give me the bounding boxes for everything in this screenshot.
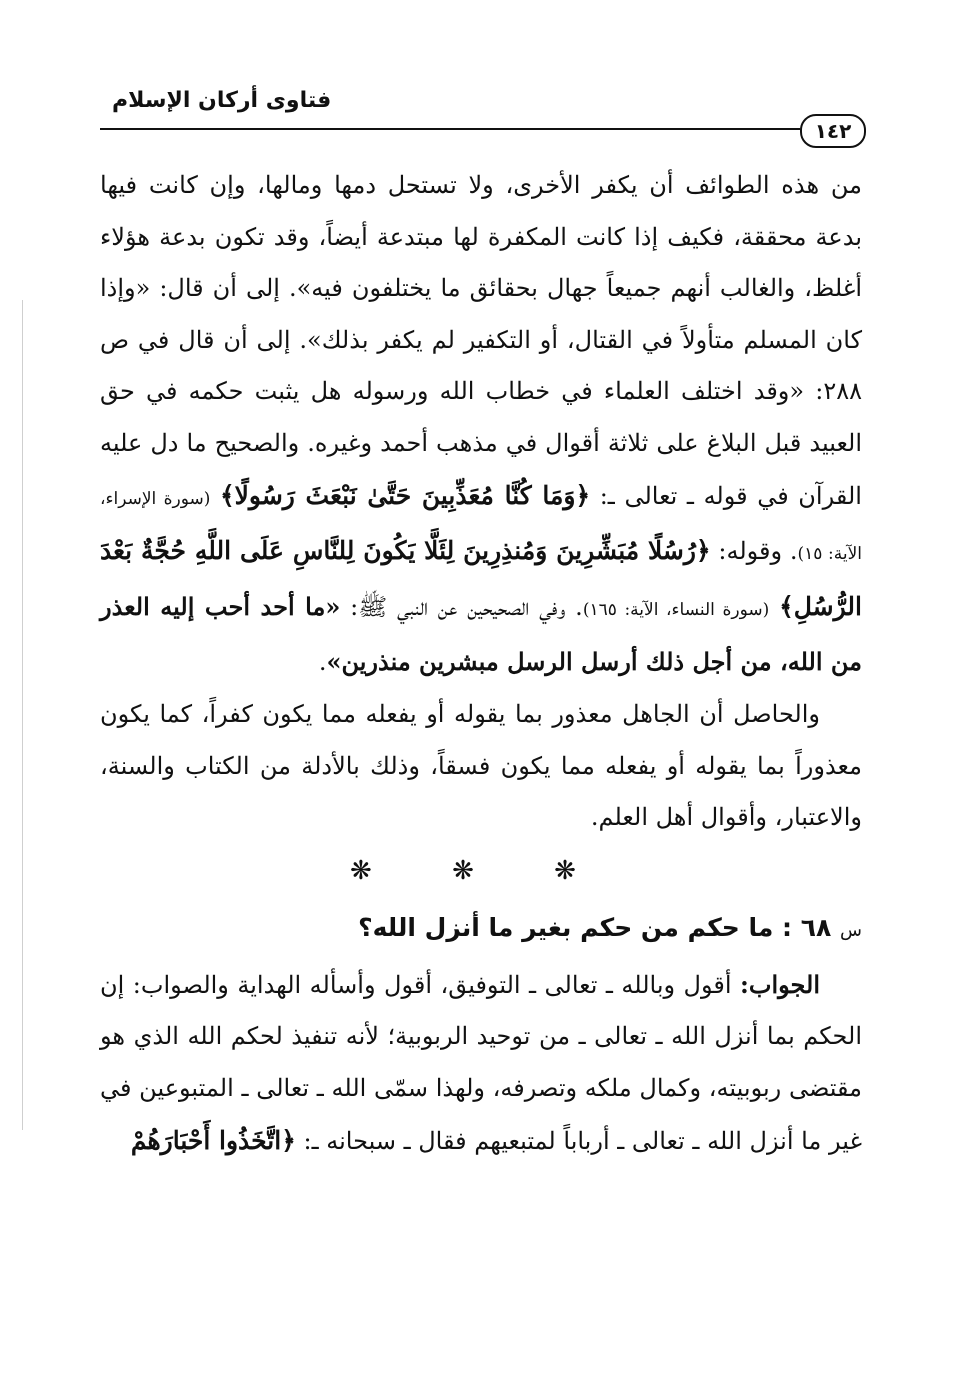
- page-number: ١٤٢: [800, 114, 866, 148]
- body-text: من هذه الطوائف أن يكفر الأخرى، ولا تستحل دمها ومالها، وإن كانت فيها بدعة محققة، فكيف إذا كانت المكفرة لها مبتدعة أيضاً، وقد تكون بدعة هؤلاء أغلظ، والغالب أنهم جميعاً جهال بحقائق ما يختلفون فيه». إلى أن قال: «وإذا كان المسلم متأولاً في القتال، أو التكفير لم يكفر بذلك». إلى أن قال في ص ٢٨٨: «وقد اختلف العلماء في خطاب الله ورسوله هل يثبت حكمه في حق العبيد قبل البلاغ على ثلاثة أقوال في مذهب أحمد وغيره. والصحيح ما دل عليه القرآن في قوله ـ تعالى ـ:: [100, 171, 863, 510]
- hadith-quote: «ما أحد أحب إليه العذر من الله، من أجل ذلك أرسل الرسل مبشرين منذرين»: [100, 591, 862, 677]
- question-number: ٦٨: [800, 912, 832, 942]
- quran-verse: ﴿اتَّخَذُوا أَحْبَارَهُمْ: [130, 1125, 296, 1155]
- body-text: .: [318, 648, 327, 677]
- page-body: [100, 160, 862, 1167]
- header-divider: [100, 128, 800, 130]
- section-separator: ❋ ❋ ❋: [350, 855, 612, 886]
- quran-verse: ﴿رُسُلًا مُبَشِّرِينَ وَمُنذِرِينَ لِئَلَّا يَكُونَ لِلنَّاسِ عَلَى اللَّهِ حُجَّةٌ بَعْدَ الرُّسُلِ﴾: [100, 536, 862, 621]
- question-marker: س: [840, 919, 862, 941]
- verse-reference: (سورة الإسراء، الآية: ١٥): [100, 488, 862, 565]
- answer-paragraph: [100, 959, 862, 1167]
- answer-text: أقول وبالله ـ تعالى ـ التوفيق، أقول وأسأله الهداية والصواب: إن الحكم بما أنزل الله ـ تعالى ـ من توحيد الربوبية؛ لأنه تنفيذ لحكم الله الذي هو مقتضى ربوبيته، وكمال ملكه وتصرفه، ولهذا سمّى الله ـ تعالى ـ المتبوعين في غير ما أنزل الله ـ تعالى ـ أرباباً لمتبعيهم فقال ـ سبحانه ـ:: [100, 970, 862, 1155]
- answer-label: الجواب:: [740, 969, 820, 999]
- scan-margin-line: [22, 300, 23, 1130]
- question-text: : ما حكم من حكم بغير ما أنزل الله؟: [358, 912, 793, 942]
- paragraph-quotation: [100, 160, 862, 689]
- paragraph-conclusion: والحاصل أن الجاهل معذور بما يقوله أو يفعله مما يكون كفراً، كما يكون معذوراً بما يقوله أو يفعله مما يكون فسقاً، وذلك بالأدلة من الكتاب والسنة، والاعتبار، وأقوال أهل العلم.: [100, 699, 862, 832]
- quran-verse: ﴿وَمَا كُنَّا مُعَذِّبِينَ حَتَّىٰ نَبْعَثَ رَسُولًا﴾: [220, 480, 591, 510]
- verse-reference: (سورة النساء، الآية: ١٦٥): [582, 599, 770, 620]
- body-text: . وفي الصحيحين عن النبي ﷺ:: [340, 592, 583, 621]
- page-header: [100, 88, 862, 158]
- body-text: . وقوله:: [710, 537, 798, 566]
- question-heading: [100, 900, 862, 959]
- book-title: فتاوى أركان الإسلام: [112, 88, 332, 113]
